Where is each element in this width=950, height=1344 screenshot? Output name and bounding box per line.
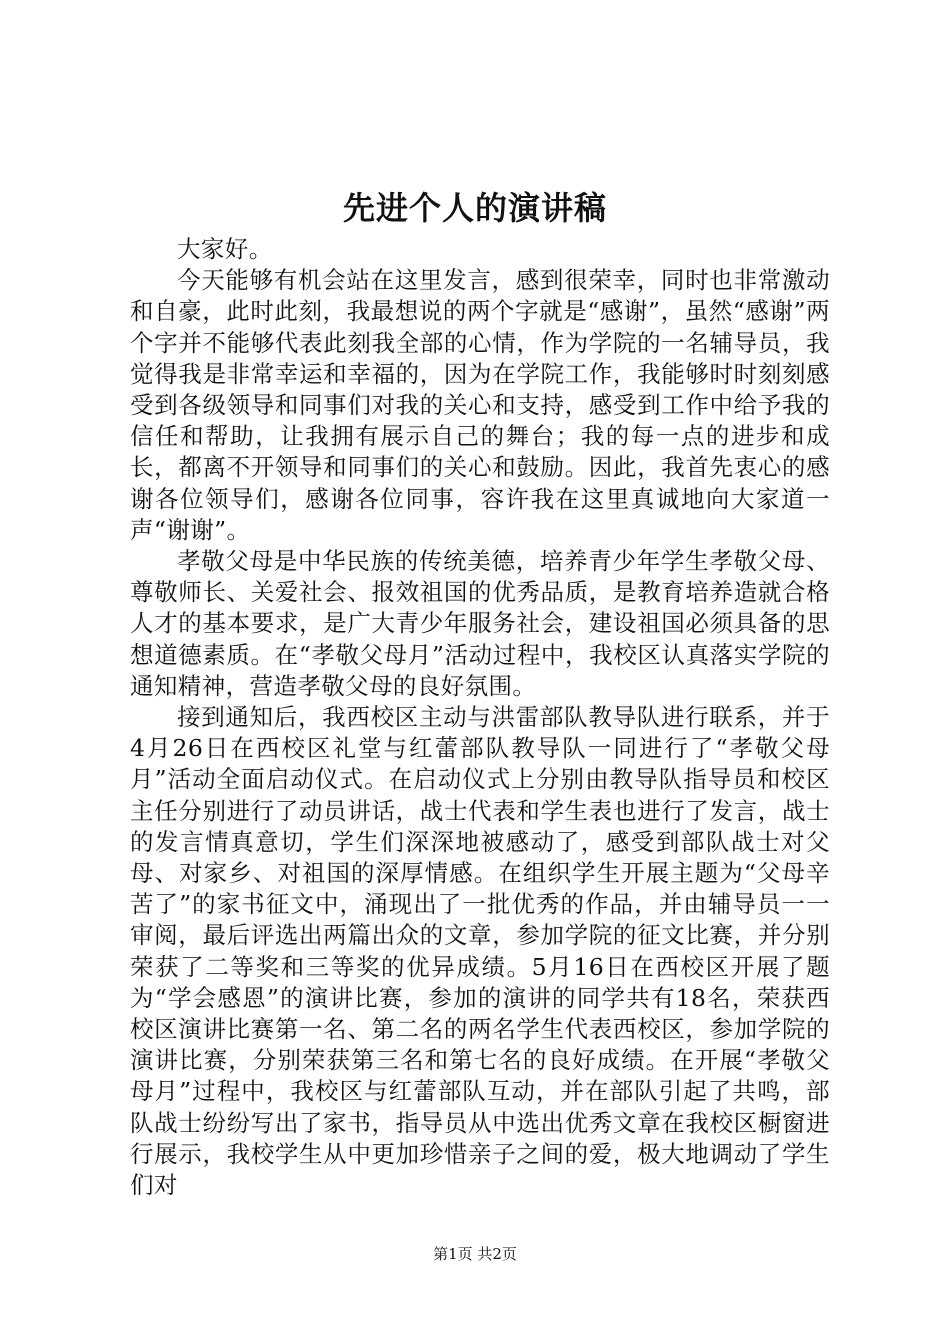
paragraph: 孝敬父母是中华民族的传统美德，培养青少年学生孝敬父母、尊敬师长、关爱社会、报效祖国的优秀品质，是教育培养造就合格人才的基本要求，是广大青少年服务社会，建设祖国必须具备的思想道德素质。在“孝敬父母月”活动过程中，我校区认真落实学院的通知精神，营造孝敬父母的良好氛围。 xyxy=(130,547,830,700)
paragraph-greeting: 大家好。 xyxy=(177,235,273,263)
document-title: 先进个人的演讲稿 xyxy=(342,189,607,227)
paragraph: 接到通知后，我西校区主动与洪雷部队教导队进行联系，并于4月26日在西校区礼堂与红蕾部队教导队一同进行了“孝敬父母月”活动全面启动仪式。在启动仪式上分别由教导队指导员和校区主任分别进行了动员讲话，战士代表和学生表也进行了发言，战士的发言情真意切，学生们深深地被感动了，感受到部队战士对父母、对家乡、对祖国的深厚情感。在组织学生开展主题为“父母辛苦了”的家书征文中，涌现出了一批优秀的作品，并由辅导员一一审阅，最后评选出两篇出众的文章，参加学院的征文比赛，并分别荣获了二等奖和三等奖的优异成绩。5月16日在西校区开展了题为“学会感恩”的演讲比赛，参加的演讲的同学共有18名，荣获西校区演讲比赛第一名、第二名的两名学生代表西校区，参加学院的演讲比赛，分别荣获第三名和第七名的良好成绩。在开展“孝敬父母月”过程中，我校区与红蕾部队互动，并在部队引起了共鸣，部队战士纷纷写出了家书，指导员从中选出优秀文章在我校区橱窗进行展示，我校学生从中更加珍惜亲子之间的爱，极大地调动了学生们对 xyxy=(130,703,830,1200)
page-indicator: 第1页 共2页 xyxy=(433,1245,517,1263)
paragraph: 今天能够有机会站在这里发言，感到很荣幸，同时也非常激动和自豪，此时此刻，我最想说的两个字就是“感谢”，虽然“感谢”两个字并不能够代表此刻我全部的心情，作为学院的一名辅导员，我觉得我是非常幸运和幸福的，因为在学院工作，我能够时时刻刻感受到各级领导和同事们对我的关心和支持，感受到工作中给予我的信任和帮助，让我拥有展示自己的舞台；我的每一点的进步和成长，都离不开领导和同事们的关心和鼓励。因此，我首先衷心的感谢各位领导们，感谢各位同事，容许我在这里真诚地向大家道一声“谢谢”。 xyxy=(130,266,830,544)
document-body xyxy=(130,234,830,1201)
